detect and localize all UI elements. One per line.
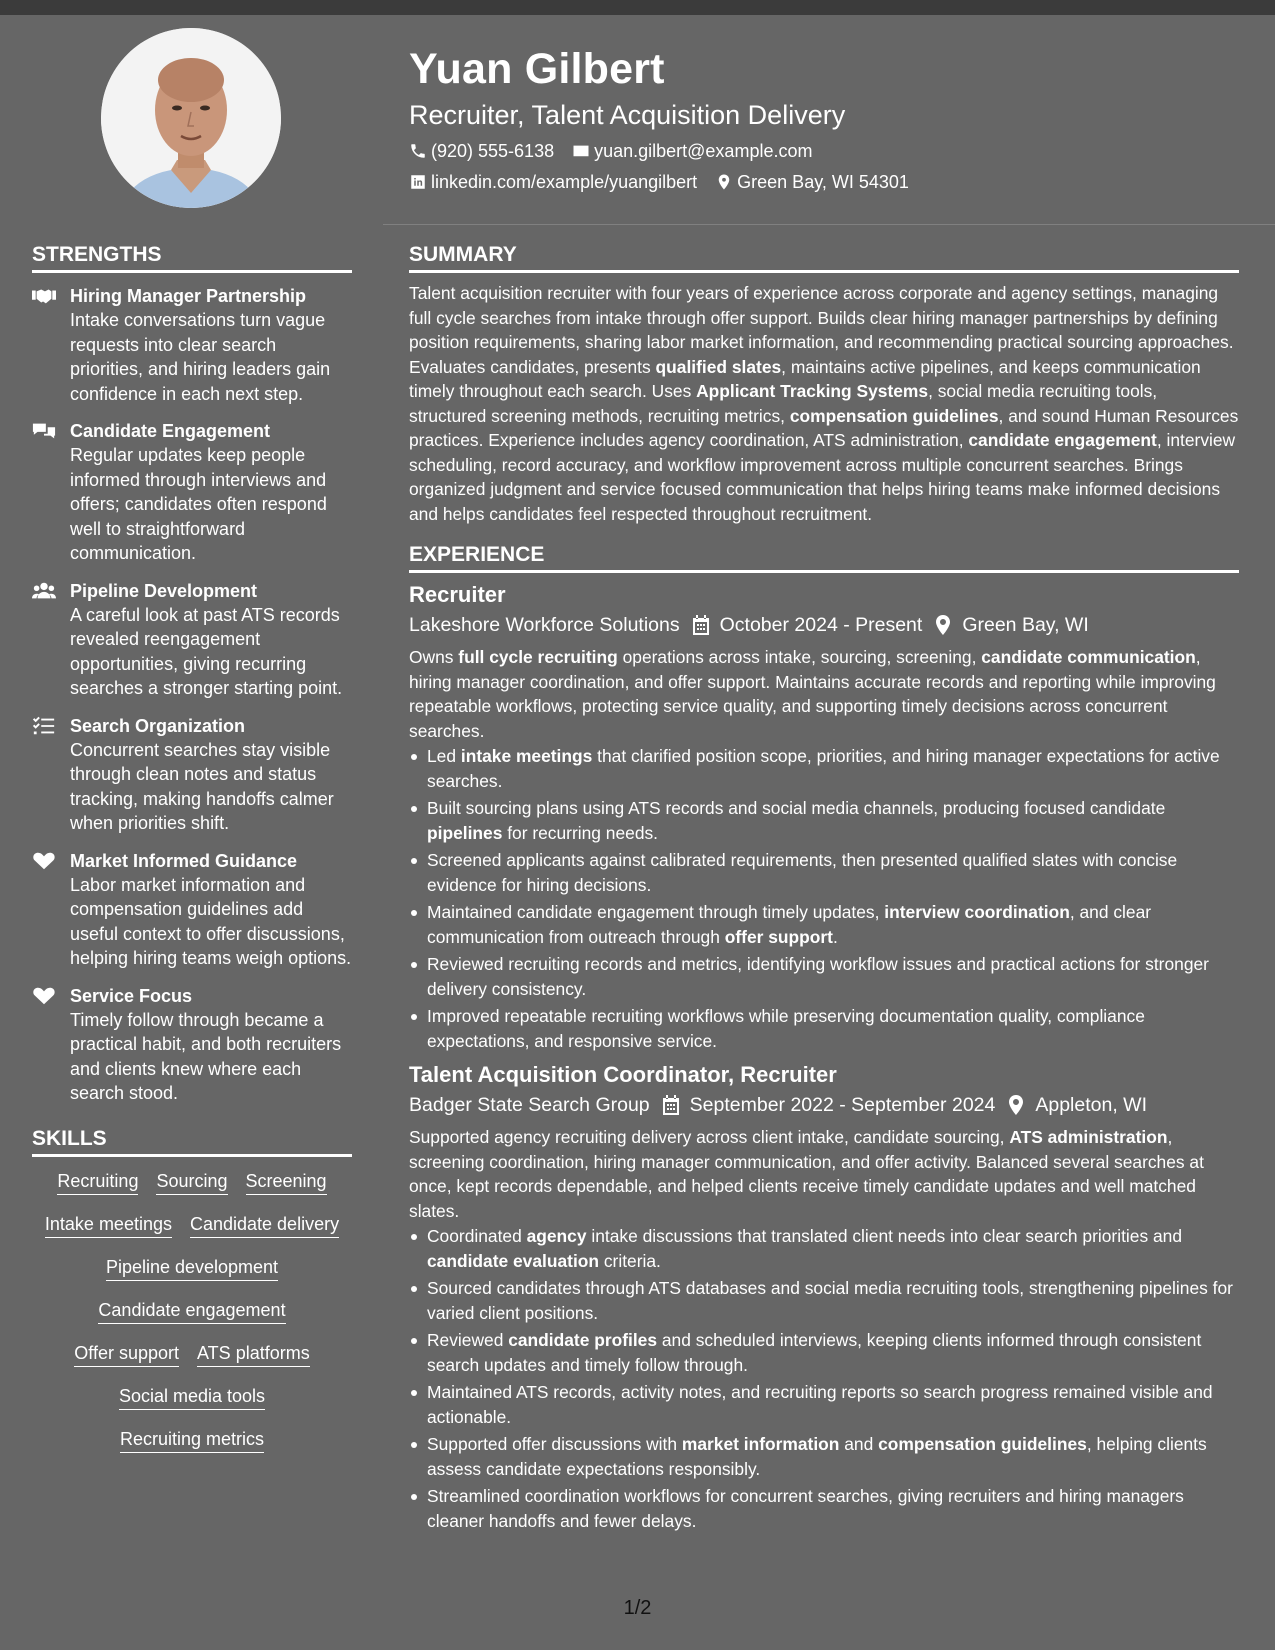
- skills-row: [32, 1212, 352, 1238]
- job-bullets: [409, 744, 1239, 1053]
- contact-row-2: [409, 170, 1239, 194]
- linkedin-contact: [409, 170, 697, 194]
- skills-row: [32, 1169, 352, 1195]
- job-location: Green Bay, WI: [962, 614, 1089, 636]
- summary-text: Talent acquisition recruiter with four years of experience across corporate and agency settings, managing full cycle searches from intake through offer support. Builds clear hiring manager partnerships by defining position requirements, sharing labor market information, and recommending practical sourcing approaches. Evaluates candidates, presents qualified slates, maintains active pipelines, and keeps communication timely throughout each search. Uses Applicant Tracking Systems, social media recruiting tools, structured screening methods, recruiting metrics, compensation guidelines, and sound Human Resources practices. Experience includes agency coordination, ATS administration, candidate engagement, interview scheduling, record accuracy, and workflow improvement across multiple concurrent searches. Brings organized judgment and service focused communication that helps hiring teams make informed decisions and helps candidates feel respected throughout recruitment.: [409, 283, 1239, 524]
- skill-tag: Pipeline development: [106, 1255, 278, 1281]
- job-company: Badger State Search Group: [409, 1094, 650, 1116]
- linkedin-icon: [409, 173, 427, 191]
- strength-item: [32, 579, 352, 701]
- job-dates: October 2024 - Present: [719, 614, 923, 636]
- skills-list: [32, 1169, 352, 1453]
- strength-item: [32, 284, 352, 406]
- summary-heading: SUMMARY: [409, 240, 1239, 273]
- list-check-icon: [32, 716, 56, 736]
- phone-contact: [409, 139, 554, 163]
- location-text: Green Bay, WI 54301: [737, 172, 909, 192]
- skill-tag: Screening: [246, 1169, 327, 1195]
- strength-title: Pipeline Development: [70, 580, 258, 601]
- bullet-item: Streamlined coordination workflows for concurrent searches, giving recruiters and hiring managers cleaner handoffs and fewer delays.: [409, 1484, 1239, 1533]
- skills-row: [32, 1255, 352, 1281]
- skill-tag: Sourcing: [156, 1169, 227, 1195]
- bullet-item: Built sourcing plans using ATS records and social media channels, producing focused candidate pipelines for recurring needs.: [409, 796, 1239, 845]
- contact-row-1: [409, 139, 1239, 163]
- strengths-list: [32, 284, 352, 1106]
- job-meta: [409, 611, 1239, 639]
- strength-item: [32, 849, 352, 971]
- job-title: Talent Acquisition Coordinator, Recruiter: [409, 1062, 837, 1087]
- bullet-item: Maintained candidate engagement through timely updates, interview coordination, and clear communication from outreach through offer support.: [409, 900, 1239, 949]
- skills-row: [32, 1298, 352, 1324]
- strength-item: [32, 419, 352, 566]
- email-address[interactable]: yuan.gilbert@example.com: [594, 141, 813, 161]
- strength-title: Hiring Manager Partnership: [70, 286, 307, 306]
- strength-title: Candidate Engagement: [70, 421, 271, 441]
- skills-heading: SKILLS: [32, 1124, 352, 1157]
- skill-tag: ATS platforms: [197, 1341, 310, 1367]
- handshake-icon: [32, 286, 56, 306]
- bullet-item: Reviewed candidate profiles and scheduled interviews, keeping clients informed through consistent search updates and timely follow through.: [409, 1328, 1239, 1377]
- bullet-item: Coordinated agency intake discussions that translated client needs into clear search priorities and candidate evaluation criteria.: [409, 1224, 1239, 1273]
- phone-number: (920) 555-6138: [431, 141, 555, 161]
- job-dates: September 2022 - September 2024: [689, 1094, 996, 1116]
- job-company: Lakeshore Workforce Solutions: [409, 614, 680, 636]
- email-contact: [572, 139, 812, 163]
- skills-row: [32, 1341, 352, 1367]
- skills-row: [32, 1427, 352, 1453]
- envelope-icon: [572, 142, 590, 160]
- users-icon: [32, 581, 56, 601]
- job-description: Supported agency recruiting delivery across client intake, candidate sourcing, ATS administration, screening coordination, hiring manager communication, and offer activity. Balanced several searches at once, kept records dependable, and helped clients receive timely candidate updates and well matched slates.: [409, 1127, 1204, 1221]
- bullet-item: Supported offer discussions with market information and compensation guidelines, helping clients assess candidate expectations responsibly.: [409, 1432, 1239, 1481]
- map-pin-icon: [934, 615, 952, 635]
- strength-item: [32, 984, 352, 1106]
- profile-photo-image: [101, 28, 281, 208]
- bullet-item: Screened applicants against calibrated requirements, then presented qualified slates with concise evidence for hiring decisions.: [409, 848, 1239, 897]
- heart-icon: [32, 986, 56, 1006]
- candidate-name: Yuan Gilbert: [409, 45, 665, 93]
- skill-tag: Recruiting: [57, 1169, 138, 1195]
- strength-desc: Concurrent searches stay visible through clean notes and status tracking, making handoffs calmer when priorities shift.: [70, 739, 334, 833]
- right-column: [409, 240, 1239, 1536]
- heart-icon: [32, 851, 56, 871]
- resume-header: [409, 40, 1239, 194]
- strength-desc: Timely follow through became a practical habit, and both recruiters and clients knew where each search stood.: [70, 1009, 342, 1103]
- map-pin-icon: [1007, 1095, 1025, 1115]
- chat-bubbles-icon: [32, 421, 56, 441]
- skill-tag: Offer support: [74, 1341, 179, 1367]
- page-indicator: 1/2: [623, 1597, 652, 1619]
- strength-desc: Labor market information and compensation guidelines add useful context to offer discussions, helping hiring teams weigh options.: [70, 874, 352, 968]
- bullet-item: Reviewed recruiting records and metrics, identifying workflow issues and practical actions for stronger delivery consistency.: [409, 952, 1239, 1001]
- calendar-icon: [692, 615, 710, 635]
- bullet-item: Led intake meetings that clarified position scope, priorities, and hiring manager expectations for active searches.: [409, 744, 1239, 793]
- strength-item: [32, 714, 352, 836]
- strength-desc: A careful look at past ATS records revealed reengagement opportunities, giving recurring searches a stronger starting point.: [70, 604, 343, 698]
- skill-tag: Social media tools: [119, 1384, 265, 1410]
- job-location: Appleton, WI: [1035, 1094, 1147, 1116]
- left-column: [32, 240, 352, 1470]
- strength-title: Service Focus: [70, 985, 193, 1006]
- job-description: Owns full cycle recruiting operations across intake, sourcing, screening, candidate communication, hiring manager coordination, and offer support. Maintains accurate records and reporting while improving repeatable workflows, protecting service quality, and supporting timely decisions across concurrent searches.: [409, 647, 1216, 741]
- strength-desc: Regular updates keep people informed through interviews and offers; candidates often respond well to straightforward communication.: [70, 445, 327, 563]
- skill-tag: Intake meetings: [45, 1212, 172, 1238]
- job-bullets: [409, 1224, 1239, 1533]
- skill-tag: Candidate engagement: [98, 1298, 285, 1324]
- strengths-heading: STRENGTHS: [32, 240, 352, 273]
- skills-row: [32, 1384, 352, 1410]
- candidate-title: Recruiter, Talent Acquisition Delivery: [409, 100, 846, 130]
- location-contact: [715, 170, 909, 194]
- linkedin-url[interactable]: linkedin.com/example/yuangilbert: [431, 172, 698, 192]
- bullet-item: Sourced candidates through ATS databases and social media recruiting tools, strengthening pipelines for varied client positions.: [409, 1276, 1239, 1325]
- job-entry: [409, 1061, 1239, 1533]
- calendar-icon: [662, 1095, 680, 1115]
- phone-icon: [409, 142, 427, 160]
- top-bar: [0, 0, 1275, 15]
- map-pin-icon: [715, 173, 733, 191]
- profile-photo: [101, 28, 281, 208]
- strength-title: Search Organization: [70, 715, 246, 736]
- experience-heading: EXPERIENCE: [409, 540, 1239, 573]
- strength-desc: Intake conversations turn vague requests into clear search priorities, and hiring leaders gain confidence in each next step.: [70, 310, 331, 404]
- bullet-item: Maintained ATS records, activity notes, and recruiting reports so search progress remained visible and actionable.: [409, 1380, 1239, 1429]
- skill-tag: Recruiting metrics: [120, 1427, 264, 1453]
- skill-tag: Candidate delivery: [190, 1212, 339, 1238]
- job-meta: [409, 1091, 1239, 1119]
- strength-title: Market Informed Guidance: [70, 850, 298, 871]
- header-divider: [383, 224, 1275, 225]
- job-entry: [409, 581, 1239, 1053]
- bullet-item: Improved repeatable recruiting workflows while preserving documentation quality, compliance expectations, and responsive service.: [409, 1004, 1239, 1053]
- job-title: Recruiter: [409, 582, 506, 607]
